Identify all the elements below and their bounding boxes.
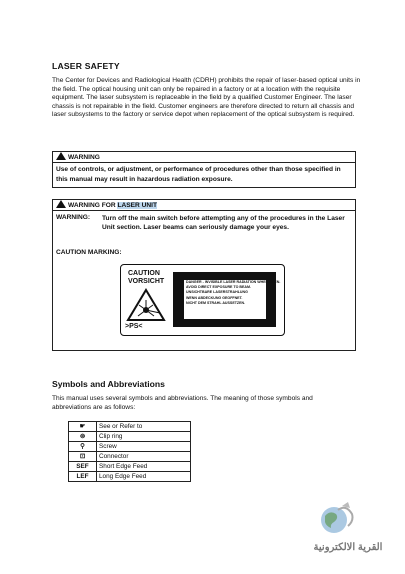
label-line: NICHT DEM STRAHL AUSSETZEN.: [186, 300, 246, 305]
laser-caution-label: [120, 264, 285, 336]
label-line: DANGER - INVISIBLE LASER RADIATION WHEN OPEN.: [186, 280, 281, 284]
watermark-text: القرية الالكترونية: [313, 542, 383, 553]
meaning-cell: Connector: [97, 452, 191, 462]
table-row: [69, 452, 191, 462]
table-row: [69, 462, 191, 472]
laser-warning-header: [53, 200, 355, 211]
caution-word: CAUTION: [128, 270, 160, 277]
ps-mark: >PS<: [125, 323, 143, 330]
symbols-paragraph: This manual uses several symbols and abbreviations. The meaning of those symbols and abbreviations are as follows:: [52, 395, 313, 411]
warning-header-label: WARNING: [68, 154, 100, 161]
meaning-cell: Screw: [97, 442, 191, 452]
laser-unit-highlight: LASER UNIT: [117, 202, 158, 209]
symbol-cell: SEF: [69, 462, 97, 472]
laser-warning-header-prefix: WARNING FOR: [68, 202, 118, 209]
meaning-cell: Clip ring: [97, 432, 191, 442]
symbol-cell: ⊚: [69, 432, 97, 442]
table-row: [69, 432, 191, 442]
laser-hazard-icon: [126, 288, 166, 322]
table-row: [69, 472, 191, 482]
globe-logo-icon: [316, 500, 356, 538]
table-row: [69, 422, 191, 432]
symbol-cell: LEF: [69, 472, 97, 482]
laser-warning-text: Turn off the main switch before attempting any of the procedures in the Laser Unit section. Laser beams can seriously damage your eyes.: [102, 215, 345, 232]
warning-triangle-icon: [56, 152, 66, 160]
warning-triangle-icon: [56, 200, 66, 208]
laser-safety-paragraph: The Center for Devices and Radiological Health (CDRH) prohibits the repair of laser-based optical units in the field. The optical housing unit can only be repaired in a factory or at a location with the requisite equipment. The laser subsystem is replaceable in the field by a qualified Customer Engineer. The laser chassis is not repairable in the field. Customer engineers are therefore directed to return all chassis and laser subsystems to the factory or service depot when replacement of the optical subsystem is required.: [52, 77, 361, 119]
symbols-title: Symbols and Abbreviations: [52, 379, 165, 389]
label-line: WENN ABDECKUNG GEOFFNET.: [186, 295, 243, 300]
meaning-cell: Short Edge Feed: [97, 462, 191, 472]
box-bottom-rule: [52, 350, 356, 351]
symbol-cell: ☛: [69, 422, 97, 432]
label-line: AVOID DIRECT EXPOSURE TO BEAM.: [186, 285, 251, 290]
laser-safety-title: LASER SAFETY: [52, 61, 120, 71]
warning-header: [53, 152, 355, 163]
warning-text: Use of controls, or adjustment, or performance of procedures other than those specified in this manual may result in hazardous radiation exposure.: [56, 166, 341, 183]
warning-box: [52, 151, 356, 188]
meaning-cell: Long Edge Feed: [97, 472, 191, 482]
label-line: UNSICHTBARE LASERSTRAHLUNG: [186, 290, 248, 295]
table-row: [69, 442, 191, 452]
symbol-cell: ⊡: [69, 452, 97, 462]
vorsicht-word: VORSICHT: [128, 278, 165, 285]
laser-warning-label: WARNING:: [56, 214, 91, 221]
caution-marking-label: CAUTION MARKING:: [56, 249, 122, 256]
symbols-table: [68, 421, 191, 482]
symbol-cell: ⚲: [69, 442, 97, 452]
laser-warning-box: [52, 199, 356, 351]
meaning-cell: See or Refer to: [97, 422, 191, 432]
label-warning-panel: [173, 272, 281, 327]
label-warning-text-area: [184, 280, 281, 319]
